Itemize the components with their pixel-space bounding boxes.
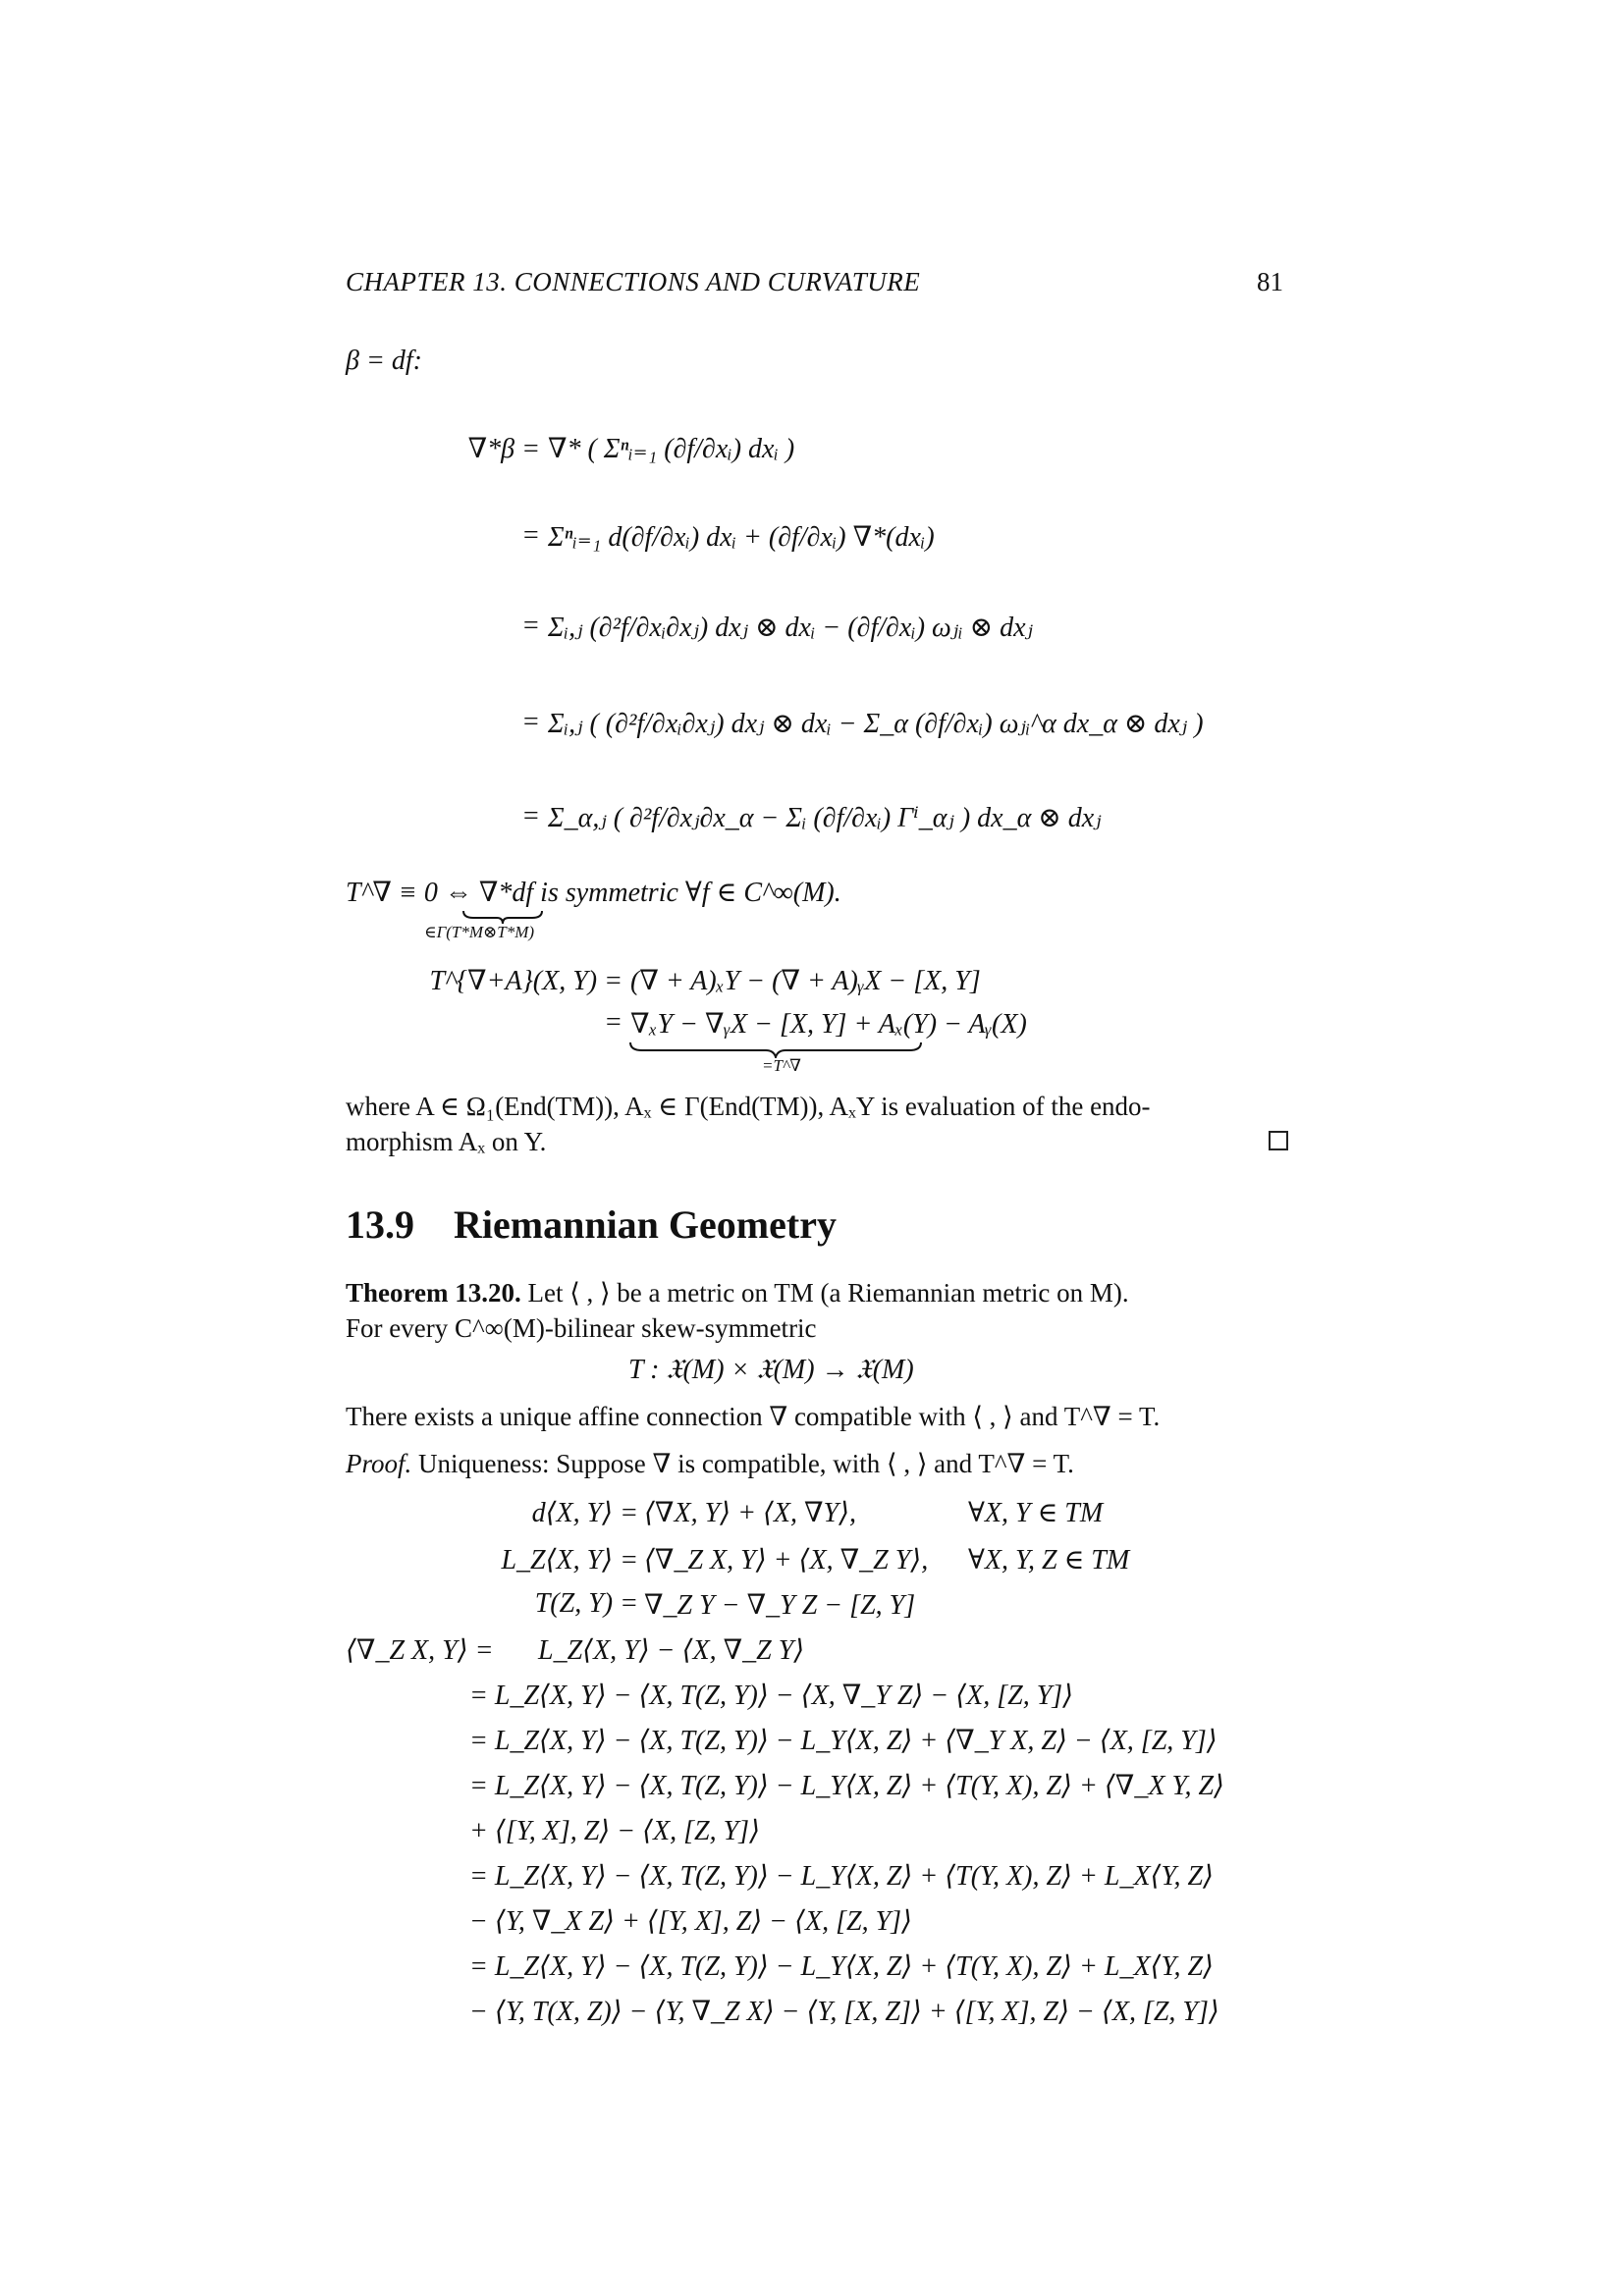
theorem-display: T : 𝔛(M) × 𝔛(M) → 𝔛(M) — [628, 1355, 914, 1385]
eq3-line-3-rhs: ∇_Z Y − ∇_Y Z − [Z, Y] — [644, 1590, 916, 1621]
section-number: 13.9 — [346, 1202, 414, 1247]
eq3-line-2-cond: ∀X, Y, Z ∈ TM — [968, 1545, 1130, 1575]
eq1-line-1-lhs: ∇*β = — [467, 434, 540, 464]
eq4-line-6: = L_Z⟨X, Y⟩ − ⟨X, T(Z, Y)⟩ − L_Y⟨X, Z⟩ + ⟨T(Y, X), Z⟩ + L_X⟨Y, Z⟩ — [469, 1861, 1214, 1892]
eq1-line-1-rhs: ∇* ( Σⁿᵢ₌₁ (∂f/∂xᵢ) dxᵢ ) — [548, 434, 795, 464]
eq3-line-1-lhs: d⟨X, Y⟩ = — [531, 1498, 638, 1528]
eq3-line-2-lhs: L_Z⟨X, Y⟩ = — [501, 1545, 638, 1575]
eq1-line-4-rhs: Σᵢ,ⱼ ( (∂²f/∂xᵢ∂xⱼ) dxⱼ ⊗ dxᵢ − Σ_α (∂f/∂xᵢ) ωⱼᵢ^α dx_α ⊗ dxⱼ ) — [548, 709, 1204, 739]
underbrace-label-1: ∈Γ(T*M⊗T*M) — [424, 923, 535, 941]
eq2-line-1-lhs: T^{∇+A}(X, Y) = — [429, 966, 623, 996]
eq4-line-4: = L_Z⟨X, Y⟩ − ⟨X, T(Z, Y)⟩ − L_Y⟨X, Z⟩ + ⟨T(Y, X), Z⟩ + ⟨∇_X Y, Z⟩ — [469, 1771, 1224, 1801]
section-heading — [346, 1201, 837, 1248]
theorem-line-2: For every C^∞(M)-bilinear skew-symmetric — [346, 1313, 817, 1343]
eq4-line-1: L_Z⟨X, Y⟩ − ⟨X, ∇_Z Y⟩ — [538, 1635, 805, 1666]
eq2-line-1-rhs: (∇ + A)ₓY − (∇ + A)ᵧX − [X, Y] — [630, 966, 981, 996]
eq4-first-lhs: ⟨∇_Z X, Y⟩ = — [346, 1635, 494, 1666]
eq3-line-3-lhs: T(Z, Y) = — [534, 1588, 638, 1619]
eq4-line-5: + ⟨[Y, X], Z⟩ − ⟨X, [Z, Y]⟩ — [469, 1816, 760, 1846]
eq1-line-3-lhs: = — [521, 611, 540, 641]
eq2-line-2-rhs: ∇ₓY − ∇ᵧX − [X, Y] + Aₓ(Y) − Aᵧ(X) — [630, 1009, 1027, 1040]
eq1-line-3-rhs: Σᵢ,ⱼ (∂²f/∂xᵢ∂xⱼ) dxⱼ ⊗ dxᵢ − (∂f/∂xᵢ) ωⱼᵢ ⊗ dxⱼ — [548, 613, 1033, 643]
proof-text: Uniqueness: Suppose ∇ is compatible, with ⟨ , ⟩ and T^∇ = T. — [418, 1449, 1074, 1478]
eq3-line-2-rhs: ⟨∇_Z X, Y⟩ + ⟨X, ∇_Z Y⟩, — [644, 1545, 929, 1575]
eq3-line-1-cond: ∀X, Y ∈ TM — [968, 1498, 1104, 1528]
eq4-line-7: − ⟨Y, ∇_X Z⟩ + ⟨[Y, X], Z⟩ − ⟨X, [Z, Y]⟩ — [469, 1906, 912, 1937]
eq4-line-9: − ⟨Y, T(X, Z)⟩ − ⟨Y, ∇_Z X⟩ − ⟨Y, [X, Z]⟩ + ⟨[Y, X], Z⟩ − ⟨X, [Z, Y]⟩ — [469, 1997, 1219, 2027]
where-line-2: morphism Aₓ on Y. — [346, 1127, 547, 1156]
proof-line — [346, 1449, 1074, 1479]
intro-beta: β = df: — [346, 346, 422, 376]
eq4-line-8: = L_Z⟨X, Y⟩ − ⟨X, T(Z, Y)⟩ − L_Y⟨X, Z⟩ + ⟨T(Y, X), Z⟩ + L_X⟨Y, Z⟩ — [469, 1951, 1214, 1982]
theorem-label: Theorem 13.20. — [346, 1278, 521, 1308]
where-line-1: where A ∈ Ω₁(End(TM)), Aₓ ∈ Γ(End(TM)), AₓY is evaluation of the endo- — [346, 1092, 1151, 1121]
proof-label: Proof. — [346, 1449, 412, 1478]
underbrace-label-2: =T^∇ — [762, 1056, 801, 1075]
eq4-line-2: = L_Z⟨X, Y⟩ − ⟨X, T(Z, Y)⟩ − ⟨X, ∇_Y Z⟩ − ⟨X, [Z, Y]⟩ — [469, 1681, 1074, 1711]
eq1-line-5-rhs: Σ_α,ⱼ ( ∂²f/∂xⱼ∂x_α − Σᵢ (∂f/∂xᵢ) Γⁱ_αⱼ ) dx_α ⊗ dxⱼ — [548, 803, 1102, 833]
eq1-line-2-lhs: = — [521, 520, 540, 551]
running-title: CHAPTER 13. CONNECTIONS AND CURVATURE — [346, 267, 921, 296]
eq1-line-2-rhs: Σⁿᵢ₌₁ d(∂f/∂xᵢ) dxᵢ + (∂f/∂xᵢ) ∇*(dxᵢ) — [548, 522, 935, 553]
theorem-line-1 — [346, 1278, 1129, 1308]
eq1-line-4-lhs: = — [521, 707, 540, 737]
theorem-line-3: There exists a unique affine connection ∇ compatible with ⟨ , ⟩ and T^∇ = T. — [346, 1402, 1161, 1431]
section-title: Riemannian Geometry — [454, 1202, 837, 1247]
eq4-line-3: = L_Z⟨X, Y⟩ − ⟨X, T(Z, Y)⟩ − L_Y⟨X, Z⟩ + ⟨∇_Y X, Z⟩ − ⟨X, [Z, Y]⟩ — [469, 1726, 1218, 1756]
eq3-line-1-rhs: ⟨∇X, Y⟩ + ⟨X, ∇Y⟩, — [644, 1498, 857, 1528]
page-number: 81 — [1257, 267, 1283, 296]
qed-box-1 — [1269, 1131, 1288, 1150]
torsion-line: T^∇ ≡ 0 ⇔ ∇*df is symmetric ∀f ∈ C^∞(M). — [346, 878, 841, 908]
eq2-line-2-lhs: = — [604, 1007, 623, 1038]
eq1-line-5-lhs: = — [521, 801, 540, 831]
theorem-text-1: Let ⟨ , ⟩ be a metric on TM (a Riemannian metric on M). — [527, 1278, 1129, 1308]
